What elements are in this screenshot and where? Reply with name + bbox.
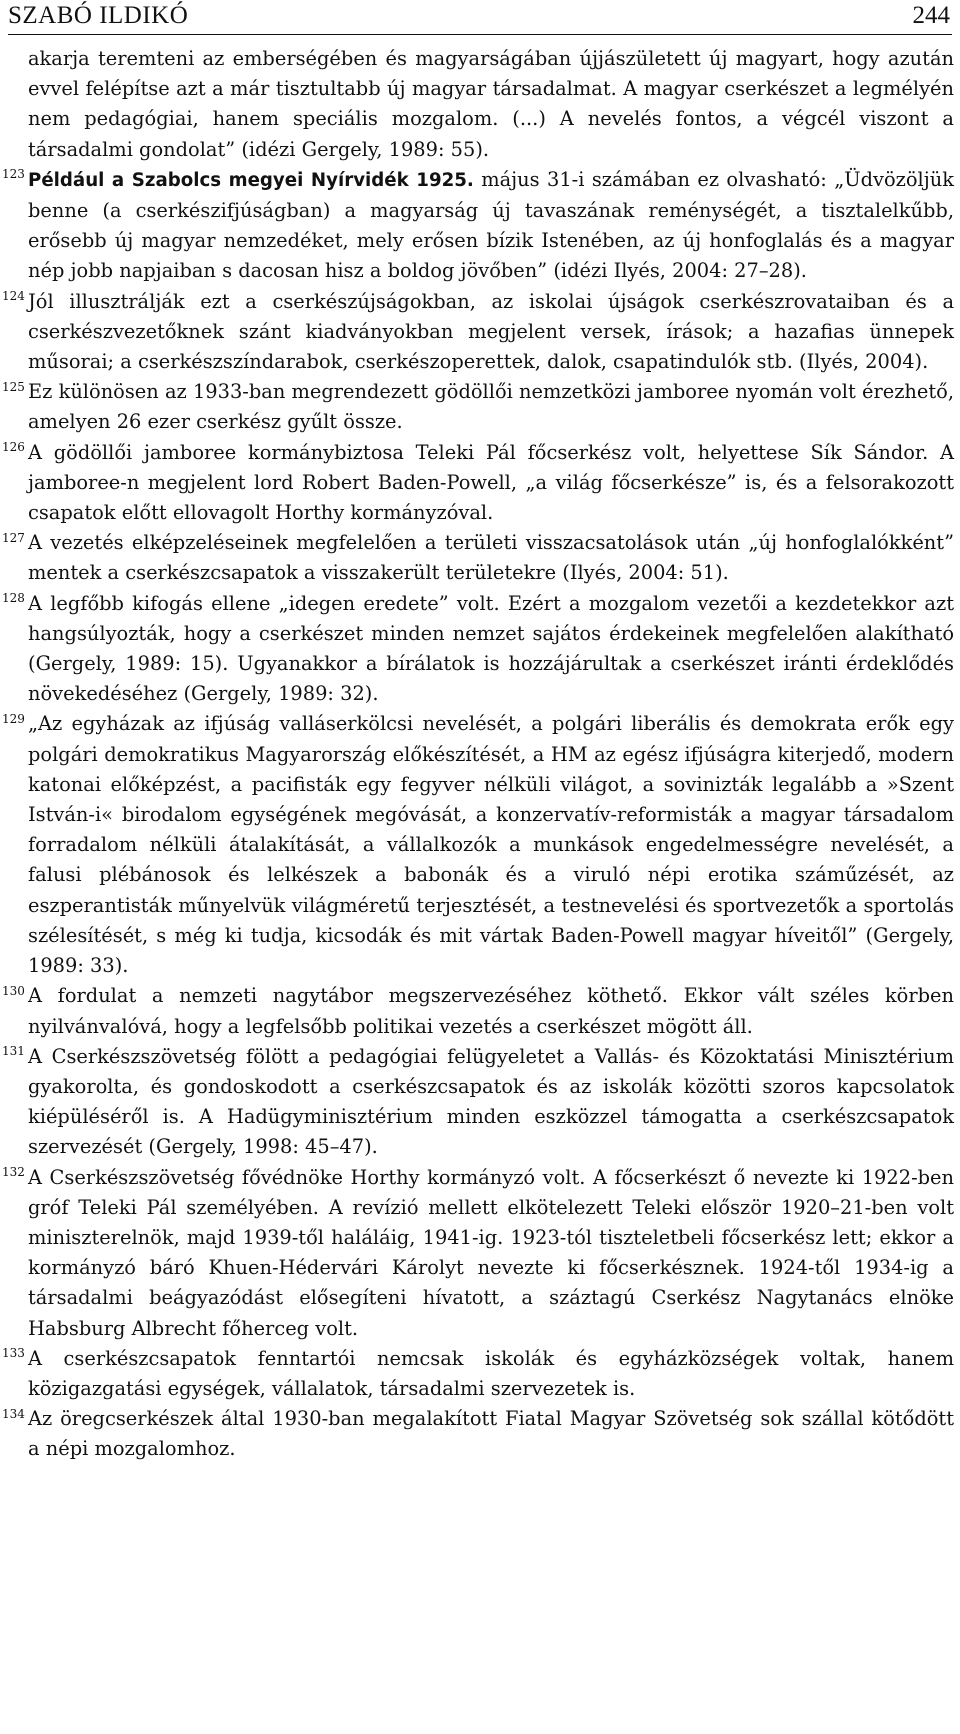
footnotes-body (2, 44, 954, 1465)
footnote-124: 124 Jól illusztrálják ezt a cserkészújságokban, az iskolai újságok cserkészrovataiban és a cserkészvezetőknek szánt kiadványokban megjelent versek, írások; a hazafias ünnepek műsorai; a cserkészszíndarabok, cserkészoperettek, dalok, csapatindulók stb. (Ilyés, 2004). (2, 289, 954, 374)
footnote-text: A cserkészcsapatok fenntartói nemcsak iskolák és egyházközségek voltak, hanem közigazgatási egységek, vállalatok, társadalmi szervezetek is. (28, 1346, 954, 1400)
footnote-text: A vezetés elképzeléseinek megfelelően a területi visszacsatolások után „új honfoglalókként” mentek a cserkészcsapatok a visszakerült területekre (Ilyés, 2004: 51). (28, 531, 954, 585)
footnote-text: A fordulat a nemzeti nagytábor megszervezéséhez köthető. Ekkor vált széles körben nyilvánvalóvá, hogy a legfelsőbb politikai vezetés a cserkészet mögött áll. (28, 984, 954, 1038)
footnote-125: 125 Ez különösen az 1933-ban megrendezett gödöllői nemzetközi jamboree nyomán volt érezhető, amelyen 26 ezer cserkész gyűlt össze. (2, 379, 954, 434)
footnote-text: A gödöllői jamboree kormánybiztosa Teleki Pál főcserkész volt, helyettese Sík Sándor. A jamboree-n megjelent lord Robert Baden-Powell, „a világ főcserkésze” is, és a felsorakozott csapatok előtt ellovagolt Horthy kormányzóval. (28, 440, 954, 525)
footnote-text: „Az egyházak az ifjúság valláserkölcsi nevelését, a polgári liberális és demokrata erők egy polgári demokratikus Magyarország előkészítését, a HM az egész ifjúságra kiterjedő, modern katonai előképzést, a pacifisták egy fegyver nélküli világot, a sovinizták legalább a »Szent István-i« birodalom egységének megóvását, a konzervatív-reformisták a magyar társadalom forradalom nélküli átalakítását, a vállalkozók a munkások engedelmességre nevelését, a falusi plébánosok és lelkészek a babonák és a viruló népi erotika száműzését, az eszperantisták műnyelvük világméretű terjesztését, a testnevelési és sportvezetők a sportolás szélesítését, s még ki tudja, kicsodák és mit vártak Baden-Powell magyar híveitől” (Gergely, 1989: 33). (28, 712, 954, 978)
footnote-129: 129 „Az egyházak az ifjúság valláserkölcsi nevelését, a polgári liberális és demokrata erők egy polgári demokratikus Magyarország előkészítését, a HM az egész ifjúságra kiterjedő, modern katonai előképzést, a pacifisták egy fegyver nélküli világot, a sovinizták legalább a »Szent István-i« birodalom egységének megóvását, a konzervatív-reformisták a magyar társadalom forradalom nélküli átalakítását, a vállalkozók a munkások engedelmességre nevelését, a falusi plébánosok és lelkészek a babonák és a viruló népi erotika száműzését, az eszperantisták műnyelvük világméretű terjesztését, a testnevelési és sportvezetők a sportolás szélesítését, s még ki tudja, kicsodák és mit vártak Baden-Powell magyar híveitől” (Gergely, 1989: 33). (2, 712, 954, 978)
footnote-text: május 31-i számában ez olvasható: „Üdvözöljük benne (a cserkészifjúságban) a magyarság új tavaszának reménységét, a tisztalelkűbb, erősebb új magyar nemzedéket, mely erősen bízik Istenében, az új honfoglalás és a magyar nép jobb napjaiban s dacosan hisz a boldog jövőben” (idézi Ilyés, 2004: 27–28). (28, 167, 954, 283)
footnote-123: 123 Például a Szabolcs megyei Nyírvidék 1925. május 31-i számában ez olvasható: „Üdvözöljük benne (a cserkészifjúságban) a magyarság új tavaszának reménységét, a tisztalelkűbb, erősebb új magyar nemzedéket, mely erősen bízik Istenében, az új honfoglalás és a magyar nép jobb napjaiban s dacosan hisz a boldog jövőben” (idézi Ilyés, 2004: 27–28). (2, 167, 954, 283)
footnote-text: Jól illusztrálják ezt a cserkészújságokban, az iskolai újságok cserkészrovataiban és a cserkészvezetőknek szánt kiadványokban megjelent versek, írások; a hazafias ünnepek műsorai; a cserkészszíndarabok, cserkészoperettek, dalok, csapatindulók stb. (Ilyés, 2004). (28, 289, 954, 374)
page-number: 244 (912, 2, 950, 29)
footnote-131: 131 A Cserkészszövetség fölött a pedagógiai felügyeletet a Vallás- és Közoktatási Minisztérium gyakorolta, és gondoskodott a cserkészcsapatok és az iskolák közötti szoros kapcsolatok kiépüléséről is. A Hadügyminisztérium minden eszközzel támogatta a cserkészcsapatok szervezését (Gergely, 1998: 45–47). (2, 1044, 954, 1159)
footnote-130: 130 A fordulat a nemzeti nagytábor megszervezéséhez köthető. Ekkor vált széles körben nyilvánvalóvá, hogy a legfelsőbb politikai vezetés a cserkészet mögött áll. (2, 983, 954, 1038)
footnote-128: 128 A legfőbb kifogás ellene „idegen eredete” volt. Ezért a mozgalom vezetői a kezdetekkor azt hangsúlyozták, hogy a cserkészet minden nemzet sajátos érdekeinek megfelelően alakítható (Gergely, 1989: 15). Ugyanakkor a bírálatok is hozzájárultak a cserkészet iránti érdeklődés növekedéséhez (Gergely, 1989: 32). (2, 591, 954, 706)
footnote-text: Az öregcserkészek által 1930-ban megalakított Fiatal Magyar Szövetség sok szállal kötődött a népi mozgalomhoz. (28, 1407, 954, 1461)
intro-paragraph: akarja teremteni az emberségében és magyarságában újjászületett új magyart, hogy azután evvel felépítse azt a már tisztultabb új magyar társadalmat. A magyar cserkészet a legmélyén nem pedagógiai, hanem speciális mozgalom. (...) A nevelés fontos, a végcél viszont a társadalmi gondolat” (idézi Gergely, 1989: 55). (28, 47, 954, 161)
footnote-lead: Például a Szabolcs megyei Nyírvidék 1925. (28, 169, 474, 191)
footnote-text: A Cserkészszövetség fölött a pedagógiai felügyeletet a Vallás- és Közoktatási Minisztérium gyakorolta, és gondoskodott a cserkészcsapatok és az iskolák közötti szoros kapcsolatok kiépüléséről is. A Hadügyminisztérium minden eszközzel támogatta a cserkészcsapatok szervezését (Gergely, 1998: 45–47). (28, 1044, 954, 1159)
header-author: SZABÓ ILDIKÓ (8, 2, 189, 29)
running-header (8, 0, 952, 35)
footnote-133: 133 A cserkészcsapatok fenntartói nemcsak iskolák és egyházközségek voltak, hanem közigazgatási egységek, vállalatok, társadalmi szervezetek is. (2, 1346, 954, 1400)
footnote-text: A legfőbb kifogás ellene „idegen eredete” volt. Ezért a mozgalom vezetői a kezdetekkor azt hangsúlyozták, hogy a cserkészet minden nemzet sajátos érdekeinek megfelelően alakítható (Gergely, 1989: 15). Ugyanakkor a bírálatok is hozzájárultak a cserkészet iránti érdeklődés növekedéséhez (Gergely, 1989: 32). (28, 591, 954, 706)
footnote-text: Ez különösen az 1933-ban megrendezett gödöllői nemzetközi jamboree nyomán volt érezhető, amelyen 26 ezer cserkész gyűlt össze. (28, 380, 954, 434)
footnote-text: A Cserkészszövetség fővédnöke Horthy kormányzó volt. A főcserkészt ő nevezte ki 1922-ben gróf Teleki Pál személyében. A revízió mellett elkötelezett Teleki először 1920–21-ben volt miniszterelnök, majd 1939-től haláláig, 1941-ig. 1923-tól tiszteletbeli főcserkész lett; ekkor a kormányzó báró Khuen-Hédervári Károlyt nevezte ki főcserkésznek. 1924-től 1934-ig a társadalmi beágyazódást elősegíteni hívatott, a száztagú Cserkész Nagytanács elnöke Habsburg Albrecht főherceg volt. (28, 1165, 954, 1340)
footnote-127: 127 A vezetés elképzeléseinek megfelelően a területi visszacsatolások után „új honfoglalókként” mentek a cserkészcsapatok a visszakerült területekre (Ilyés, 2004: 51). (2, 530, 954, 585)
footnote-126: 126 A gödöllői jamboree kormánybiztosa Teleki Pál főcserkész volt, helyettese Sík Sándor. A jamboree-n megjelent lord Robert Baden-Powell, „a világ főcserkésze” is, és a felsorakozott csapatok előtt ellovagolt Horthy kormányzóval. (2, 440, 954, 525)
footnote-134: 134 Az öregcserkészek által 1930-ban megalakított Fiatal Magyar Szövetség sok szállal kötődött a népi mozgalomhoz. (2, 1406, 954, 1461)
footnote-132: 132 A Cserkészszövetség fővédnöke Horthy kormányzó volt. A főcserkészt ő nevezte ki 1922-ben gróf Teleki Pál személyében. A revízió mellett elkötelezett Teleki először 1920–21-ben volt miniszterelnök, majd 1939-től haláláig, 1941-ig. 1923-tól tiszteletbeli főcserkész lett; ekkor a kormányzó báró Khuen-Hédervári Károlyt nevezte ki főcserkésznek. 1924-től 1934-ig a társadalmi beágyazódást elősegíteni hívatott, a száztagú Cserkész Nagytanács elnöke Habsburg Albrecht főherceg volt. (2, 1165, 954, 1340)
